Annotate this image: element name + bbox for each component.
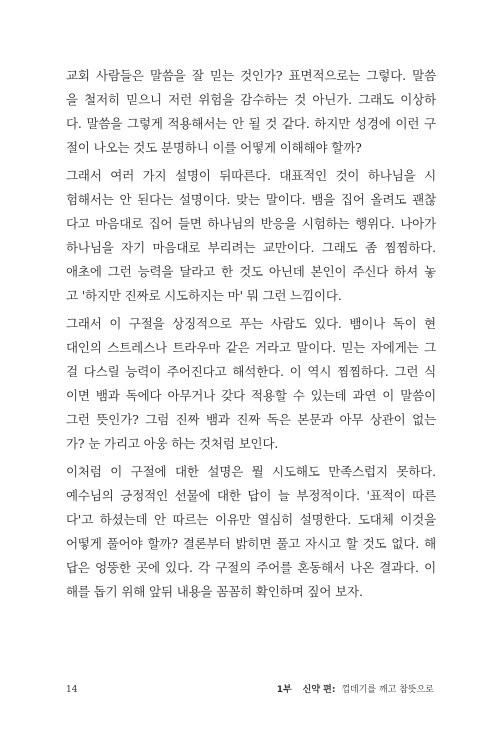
paragraph <box>66 164 436 308</box>
text-line: 이처럼 이 구절에 대한 설명은 뭘 시도해도 만족스럽지 못하다. <box>66 464 436 479</box>
paragraph <box>66 312 436 456</box>
text-line: 애초에 그런 능력을 달라고 한 것도 아닌데 본인이 주신다 하셔 놓 <box>66 264 436 279</box>
text-line: 그래서 이 구절을 상징적으로 푸는 사람도 있다. 뱀이나 독이 현 <box>66 316 436 331</box>
text-line: 답은 엉뚱한 곳에 있다. 각 구절의 주어를 혼동해서 나온 결과다. 이 <box>66 560 436 575</box>
text-line: 그런 뜻인가? 그럼 진짜 뱀과 진짜 독은 본문과 아무 상관이 없는 <box>66 412 436 427</box>
text-line: 험해서는 안 된다는 설명이다. 맞는 말이다. 뱀을 집어 올려도 괜찮 <box>66 192 436 207</box>
body-text <box>66 64 436 608</box>
text-line: 다. 말씀을 그렇게 적용해서는 안 될 것 같다. 하지만 성경에 이런 구 <box>66 116 436 131</box>
text-line: 그래서 여러 가지 설명이 뒤따른다. 대표적인 것이 하나님을 시 <box>66 168 436 183</box>
text-line: 교회 사람들은 말씀을 잘 믿는 것인가? 표면적으로는 그렇다. 말씀 <box>66 68 436 83</box>
text-line: 대인의 스트레스나 트라우마 같은 거라고 말이다. 믿는 자에게는 그 <box>66 340 436 355</box>
text-line: 다'고 하셨는데 안 따르는 이유만 열심히 설명한다. 도대체 이것을 <box>66 512 436 527</box>
running-head-section: 신약 편: <box>302 685 336 695</box>
page-footer <box>66 682 434 698</box>
text-line: 예수님의 긍정적인 선물에 대한 답이 늘 부정적이다. '표적이 따른 <box>66 488 436 503</box>
text-line: 절이 나오는 것도 분명하니 이를 어떻게 이해해야 할까? <box>66 140 362 155</box>
text-line: 가? 눈 가리고 아웅 하는 것처럼 보인다. <box>66 436 279 451</box>
running-head-part: 1부 <box>276 685 292 695</box>
paragraph <box>66 460 436 604</box>
running-head <box>277 682 434 698</box>
text-line: 을 철저히 믿으니 저런 위험을 감수하는 것 아닌가. 그래도 이상하 <box>66 92 436 107</box>
text-line: 해를 돕기 위해 앞뒤 내용을 꼼꼼히 확인하며 짚어 보자. <box>66 584 363 599</box>
paragraph <box>66 64 436 160</box>
running-head-title: 껍데기를 깨고 참뜻으로 <box>341 685 434 695</box>
text-line: 하나님을 자기 마음대로 부리려는 교만이다. 그래도 좀 찜찜하다. <box>66 240 436 255</box>
text-line: 어떻게 풀어야 할까? 결론부터 밝히면 풀고 자시고 할 것도 없다. 해 <box>66 536 436 551</box>
text-line: 고 '하지만 진짜로 시도하지는 마' 뭐 그런 느낌이다. <box>66 288 342 303</box>
text-line: 걸 다스릴 능력이 주어진다고 해석한다. 이 역시 찜찜하다. 그런 식 <box>66 364 436 379</box>
text-line: 이면 뱀과 독에다 아무거나 갖다 적용할 수 있는데 과연 이 말씀이 <box>66 388 436 403</box>
text-line: 다고 마음대로 집어 들면 하나님의 반응을 시험하는 행위다. 나아가 <box>66 216 436 231</box>
page-number: 14 <box>66 685 78 695</box>
